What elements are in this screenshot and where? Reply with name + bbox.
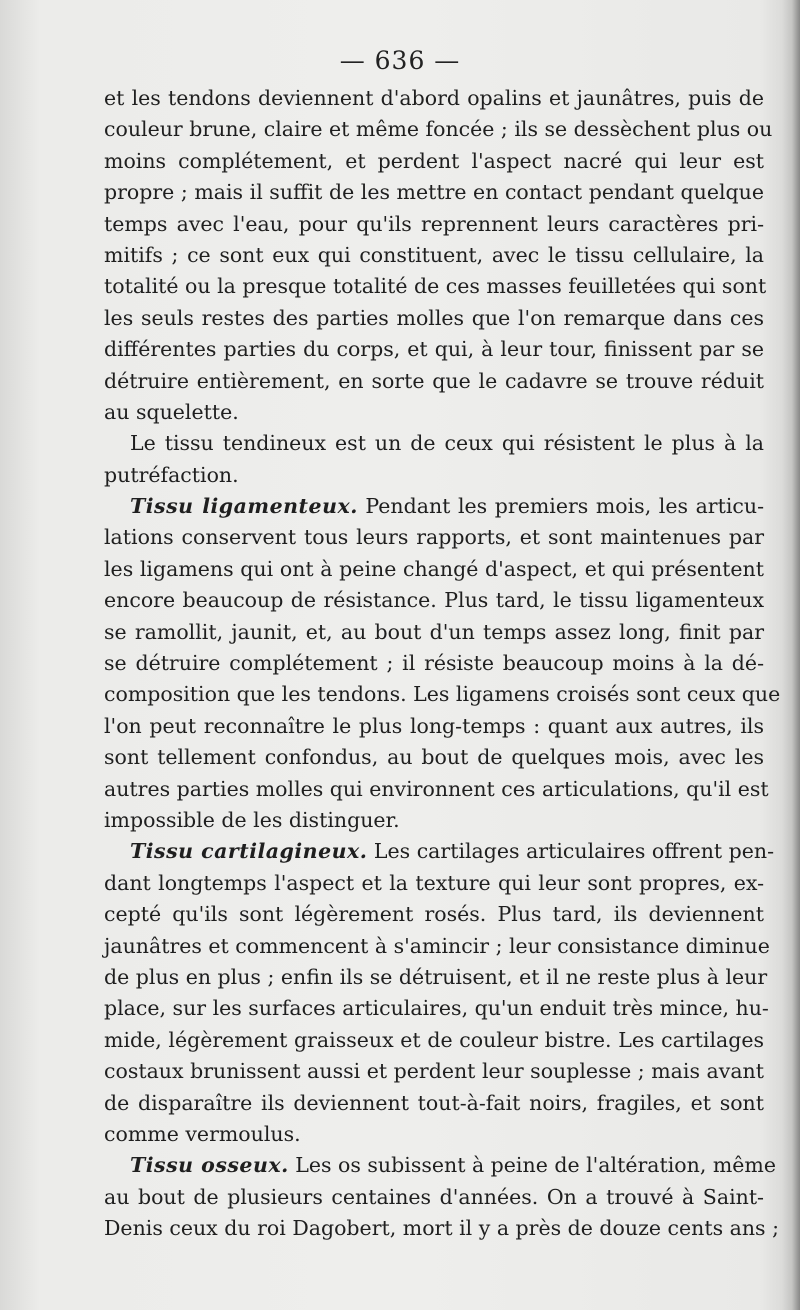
text-line <box>104 1150 776 1181</box>
page-number: — 636 — <box>339 46 461 75</box>
text-line: se détruire complétement ; il résiste beaucoup moins à la dé- <box>104 651 764 676</box>
text-line: costaux brunissent aussi et perdent leur souplesse ; mais avant <box>104 1059 764 1084</box>
text-line: les seuls restes des parties molles que l'on remarque dans ces <box>104 305 764 330</box>
paragraph-putrefaction <box>104 428 764 491</box>
text-line: Denis ceux du roi Dagobert, mort il y a près de douze cents ans ; <box>104 1216 779 1241</box>
text-line: encore beaucoup de résistance. Plus tard, le tissu ligamenteux <box>104 588 764 613</box>
text-line: au squelette. <box>104 399 239 424</box>
text-line: de disparaître ils deviennent tout-à-fait noirs, fragiles, et sont <box>104 1090 764 1115</box>
paragraph-cartilagineux <box>104 836 775 1150</box>
text-line: de plus en plus ; enfin ils se détruisent, et il ne reste plus à leur <box>104 964 768 989</box>
text-line: dant longtemps l'aspect et la texture qui leur sont propres, ex- <box>104 870 764 895</box>
paragraph-osseux <box>104 1150 779 1244</box>
text-line: jaunâtres et commencent à s'amincir ; leur consistance diminue <box>104 933 770 958</box>
text-line: les ligamens qui ont à peine changé d'aspect, et qui présentent <box>104 556 764 581</box>
text-line: au bout de plusieurs centaines d'années. On a trouvé à Saint- <box>104 1184 764 1209</box>
text-line: propre ; mais il suffit de les mettre en contact pendant quelque <box>104 180 764 205</box>
text-line: sont tellement confondus, au bout de quelques mois, avec les <box>104 745 764 770</box>
text-line: impossible de les distinguer. <box>104 807 400 832</box>
section-heading: Tissu osseux. <box>130 1153 289 1178</box>
text-span: Pendant les premiers mois, les articu- <box>357 494 765 519</box>
text-line: l'on peut reconnaître le plus long-temps : quant aux autres, ils <box>104 713 764 738</box>
text-span: Les cartilages articulaires offrent pen- <box>367 839 775 864</box>
section-heading: Tissu cartilagineux. <box>130 839 368 864</box>
text-line: différentes parties du corps, et qui, à leur tour, finissent par se <box>104 337 764 362</box>
body-text <box>104 83 781 1244</box>
text-line: putréfaction. <box>104 462 239 487</box>
text-line: et les tendons deviennent d'abord opalins et jaunâtres, puis de <box>104 86 764 110</box>
text-line: lations conservent tous leurs rapports, et sont maintenues par <box>104 525 764 550</box>
text-line <box>104 836 775 867</box>
text-line: composition que les tendons. Les ligamens croisés sont ceux que <box>104 682 781 707</box>
text-line: comme vermoulus. <box>104 1121 301 1146</box>
paragraph-ligamenteux <box>104 491 781 836</box>
text-line: place, sur les surfaces articulaires, qu'un enduit très mince, hu- <box>104 996 769 1021</box>
text-line: détruire entièrement, en sorte que le cadavre se trouve réduit <box>104 368 764 393</box>
text-line: autres parties molles qui environnent ces articulations, qu'il est <box>104 776 769 801</box>
text-line: cepté qu'ils sont légèrement rosés. Plus tard, ils deviennent <box>104 902 764 927</box>
paragraph-tendons <box>104 83 773 428</box>
text-line: moins complétement, et perdent l'aspect nacré qui leur est <box>104 148 764 173</box>
text-line: mitifs ; ce sont eux qui constituent, avec le tissu cellulaire, la <box>104 242 764 267</box>
text-line: couleur brune, claire et même foncée ; ils se dessèchent plus ou <box>104 117 773 142</box>
text-line: mide, légèrement graisseux et de couleur bistre. Les cartilages <box>104 1027 764 1052</box>
text-line: temps avec l'eau, pour qu'ils reprennent leurs caractères pri- <box>104 211 764 236</box>
page-edge-shadow <box>782 0 800 1310</box>
text-line: se ramollit, jaunit, et, au bout d'un temps assez long, finit par <box>104 619 764 644</box>
section-heading: Tissu ligamenteux. <box>130 494 358 519</box>
text-span: Les os subissent à peine de l'altération, même <box>288 1153 776 1178</box>
text-line: totalité ou la presque totalité de ces masses feuilletées qui sont <box>104 274 767 299</box>
text-line: Le tissu tendineux est un de ceux qui résistent le plus à la <box>130 431 764 456</box>
text-line <box>104 491 764 522</box>
